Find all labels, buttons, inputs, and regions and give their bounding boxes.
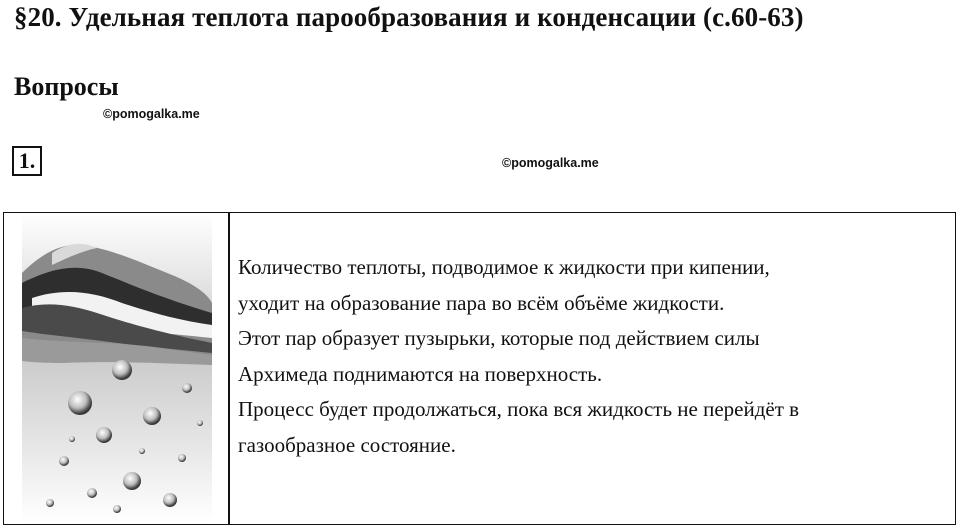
page-title: §20. Удельная теплота парообразования и конденсации (с.60-63) xyxy=(14,2,804,32)
answer-text xyxy=(238,250,799,464)
boiling-water-photo xyxy=(22,213,212,522)
watermark: ©pomogalka.me xyxy=(502,156,599,170)
answer-line: газообразное состояние. xyxy=(238,432,456,457)
question-number: 1. xyxy=(12,146,42,176)
frame-divider xyxy=(228,212,230,525)
answer-line: уходит на образование пара во всём объёме жидкости. xyxy=(238,290,725,315)
section-heading: Вопросы xyxy=(14,72,119,101)
answer-line: Этот пар образует пузырьки, которые под действием силы xyxy=(238,326,760,351)
answer-line: Процесс будет продолжаться, пока вся жидкость не перейдёт в xyxy=(238,397,800,422)
watermark: ©pomogalka.me xyxy=(103,107,200,121)
answer-line: Архимеда поднимаются на поверхность. xyxy=(238,361,603,386)
answer-line: Количество теплоты, подводимое к жидкости при кипении, xyxy=(238,255,770,279)
